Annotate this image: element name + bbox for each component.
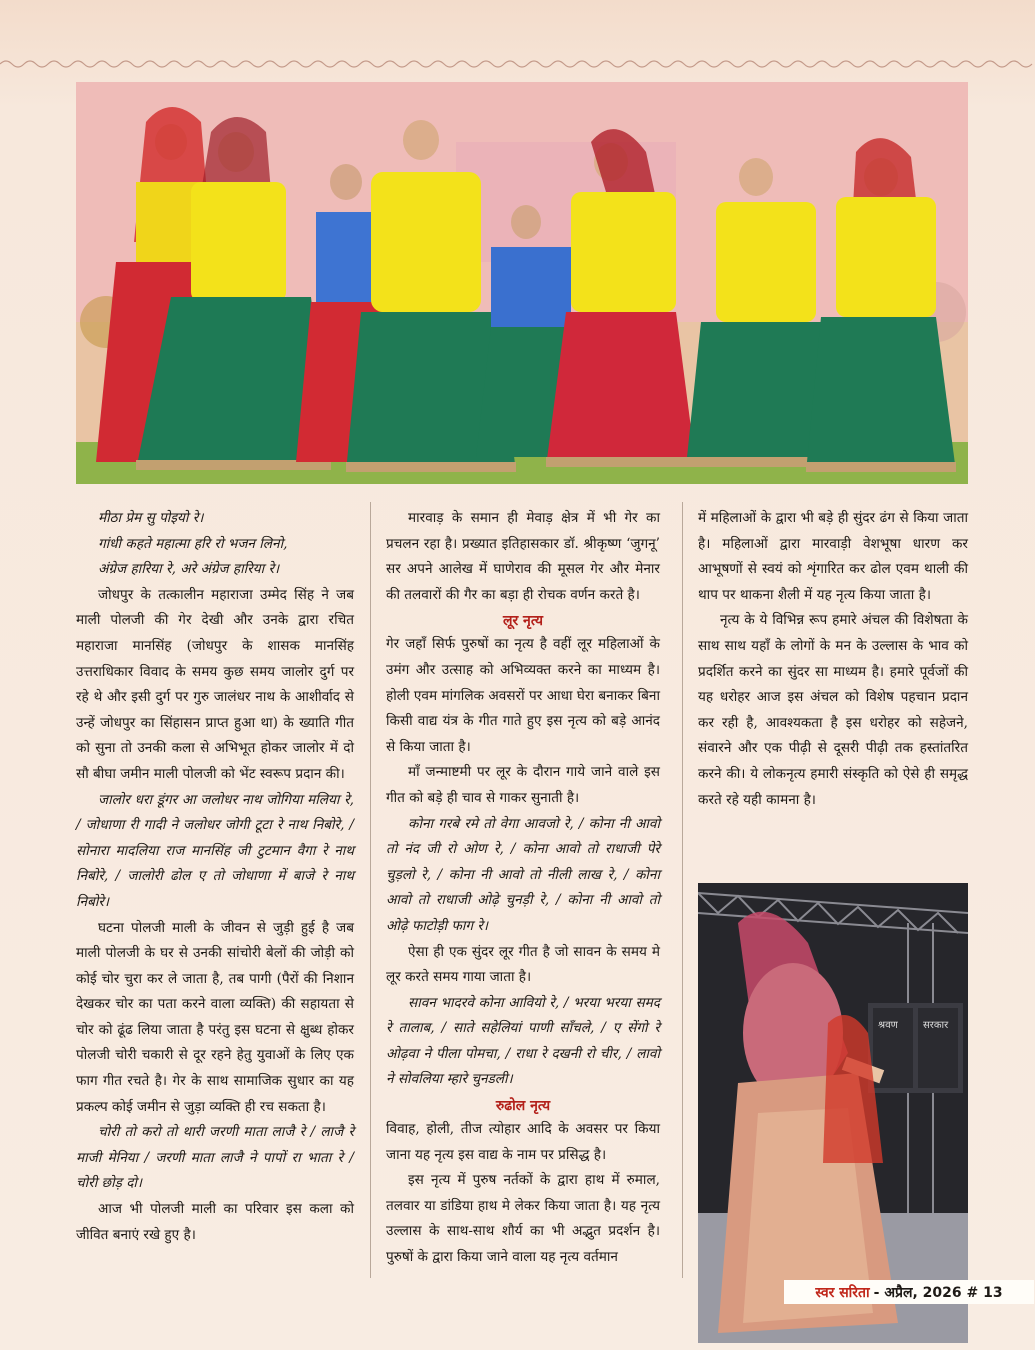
speaker-label: श्रवण — [878, 1020, 898, 1031]
paragraph: गेर जहाँ सिर्फ पुरुषों का नृत्य है वहीं लूर महिलाओं के उमंग और उत्साह को अभिव्यक्त करने का माध्यम है। होली एवम मांगलिक अवसरों पर आधा घेरा बनाकर बिना किसी वाद्य यंत्र के गीत गाते हुए इस नृत्य को बड़े आनंद से किया जाता है। — [386, 636, 660, 755]
article-column-2 — [386, 506, 660, 1271]
column-divider — [682, 502, 683, 1278]
paragraph: इस नृत्य में पुरुष नर्तकों के द्वारा हाथ में रुमाल, तलवार या डांडिया हाथ मे लेकर किया जाता है। यह नृत्य उल्लास के साथ-साथ शौर्य का भी अद्भुत प्रदर्शन है। पुरुषों के द्वारा किया जाने वाला यह नृत्य वर्तमान — [386, 1172, 660, 1266]
verse-block: चोरी तो करो तो थारी जरणी माता लाजै रे / लाजै रे माजी मेनिया / जरणी माता लाजै ने पापों रा भाता रे / चोरी छोड़ दो। — [76, 1124, 354, 1192]
article-column-1 — [76, 506, 354, 1248]
stage-dancer-photo — [698, 883, 968, 1343]
verse-line: गांधी कहते महात्मा हरि रो भजन लिनो, — [98, 535, 288, 552]
verse-line: अंग्रेज हारिया रे, अरे अंग्रेज हारिया रे। — [98, 561, 280, 578]
paragraph: आज भी पोलजी माली का परिवार इस कला को जीवित बनाएं रखे हुए है। — [76, 1201, 354, 1243]
verse-block: कोना गरबे रमे तो वेगा आवजो रे, / कोना नी आवो तो नंद जी रो ओण रे, / कोना आवो तो राधाजी पेरे चुड़लो रे, / कोना नी आवो तो नीली लाख रे, / कोना आवो तो राधाजी ओढ़े चुनड़ी रे, / कोना नी आवो तो ओढ़े फाटोड़ी फाग रे। — [386, 815, 660, 934]
issue-and-page-number: - अप्रैल, 2026 # 13 — [873, 1284, 1003, 1301]
dancers-photo — [76, 82, 968, 484]
magazine-name: स्वर सरिता — [815, 1284, 870, 1301]
paragraph: माँ जन्माष्टमी पर लूर के दौरान गाये जाने वाले इस गीत को बड़े ही चाव से गाकर सुनाती है। — [386, 764, 660, 806]
paragraph: विवाह, होली, तीज त्योहार आदि के अवसर पर किया जाना यह नृत्य इस वाद्य के नाम पर प्रसिद्ध है। — [386, 1121, 660, 1163]
paragraph: जोधपुर के तत्कालीन महाराजा उम्मेद सिंह ने जब माली पोलजी की गेर देखी और उनके द्वारा रचित महाराजा मानसिंह (जोधपुर के शासक मानसिंह उत्तराधिकार विवाद के समय कुछ समय जालोर दुर्ग पर रहे थे और इसी दुर्ग पर गुरु जालंधर नाथ के आशीर्वाद से उन्हें जोधपुर का सिंहासन प्राप्त हुआ था) के ख्याति गीत को सुना तो उनकी कला से अभिभूत होकर जालोर में दो सौ बीघा जमीन माली पोलजी को भेंट स्वरूप प्रदान की। — [76, 586, 354, 782]
section-heading: रुढोल नृत्य — [495, 1098, 551, 1115]
paragraph: नृत्य के ये विभिन्न रूप हमारे अंचल की विशेषता के साथ साथ यहाँ के लोगों के मन के उल्लास के भाव को प्रदर्शित करने का सुंदर सा माध्यम है। हमारे पूर्वजों की यह धरोहर आज इस अंचल को विशेष पहचान प्रदान कर रही है, आवश्यकता है इस धरोहर को सहेजने, संवारने और एक पीढ़ी से दूसरी पीढ़ी तक हस्तांतरित करने की। ये लोकनृत्य हमारी संस्कृति को ऐसे ही समृद्ध करते रहे यही कामना है। — [698, 612, 968, 808]
speaker-label: सरकार — [923, 1020, 949, 1031]
decorative-wave-border — [0, 58, 1035, 70]
paragraph: में महिलाओं के द्वारा भी बड़े ही सुंदर ढंग से किया जाता है। महिलाओं द्वारा मारवाड़ी वेशभूषा धारण कर आभूषणों से स्वयं को शृंगारित कर ढोल एवम थाली की थाप पर थाकना शैली में यह नृत्य किया जाता है। — [698, 510, 968, 603]
section-heading: लूर नृत्य — [502, 613, 544, 630]
column-divider — [370, 502, 371, 1278]
article-column-3 — [698, 506, 968, 813]
paragraph: मारवाड़ के समान ही मेवाड़ क्षेत्र में भी गेर का प्रचलन रहा है। प्रख्यात इतिहासकार डॉ. श्रीकृष्ण ‘जुगनू’ सर अपने आलेख में घाणेराव की मूसल गेर और मेनार की तलवारों की गैर का बड़ा ही रोचक वर्णन करते है। — [386, 510, 660, 603]
verse-block: जालोर धरा डूंगर आ जलोधर नाथ जोगिया मलिया रे, / जोधाणा री गादी ने जलोधर जोगी टूटा रे नाथ निबोरे, / सोनारा मादलिया राज मानसिंह जी टुटमान वैगा रे नाथ निबोरे, / जालोरी ढोल ए तो जोधाणा में बाजे रे नाथ निबोरे। — [76, 791, 354, 910]
verse-line: मीठा प्रेम सु पोइयो रे। — [98, 510, 204, 526]
page-footer — [784, 1280, 1034, 1304]
paragraph: ऐसा ही एक सुंदर लूर गीत है जो सावन के समय मे लूर करते समय गाया जाता है। — [386, 943, 660, 986]
paragraph: घटना पोलजी माली के जीवन से जुड़ी हुई है जब माली पोलजी के घर से उनकी सांचोरी बेलों की जोड़ी को कोई चोर चुरा कर ले जाता है, तब पागी (पैरों की निशान देखकर चोर का पता करने वाला व्यक्ति) की सहायता से चोर को ढूंढ लिया जाता है परंतु इस घटना से क्षुब्ध होकर पोलजी चोरी चकारी से दूर रहने हेतु युवाओं के लिए एक फाग गीत रचते है। गेर के साथ सामाजिक सुधार का यह प्रकल्प कोई जमीन से जुड़ा व्यक्ति ही रच सकता है। — [76, 919, 354, 1115]
verse-block: सावन भादरवे कोना आवियो रे, / भरया भरया समद रे तालाब, / साते सहेलियां पाणी साँचले, / ए सेंगो रे ओढ़वा ने पीला पोमचा, / राधा रे दखनी रो चीर, / लावो ने सोवलिया म्हारे चुनडली। — [386, 994, 660, 1088]
